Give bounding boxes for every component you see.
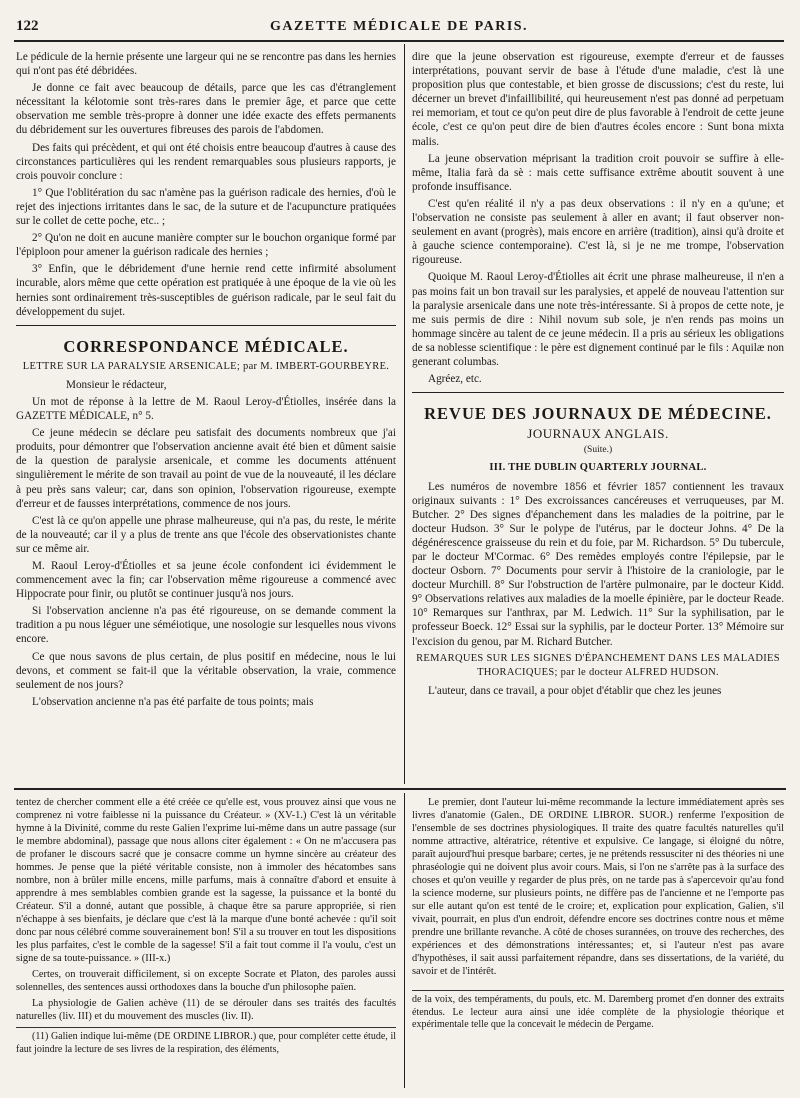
signoff: Agréez, etc. xyxy=(428,373,482,386)
section-heading-revue: REVUE DES JOURNAUX DE MÉDECINE. xyxy=(424,404,772,424)
paragraph: M. Raoul Leroy-d'Étiolles et sa jeune école confondent ici évidemment le commencement avec la fin; car l'observation même rigoureuse a commencé avec Hippocrate pour finir, ou plutôt se continuer jusqu'à nos jours. xyxy=(16,560,396,601)
paragraph: Ce que nous savons de plus certain, de plus positif en médecine, nous le lui devons, et comment se fait-il que la véritable observation, la vraie, commence seulement de nos jours? xyxy=(16,650,396,691)
paragraph: La jeune observation méprisant la tradition croit pouvoir se suffire à elle-même, Italia farà da sè : mais cette suffisance extrême aboutit souvent à une profonde insuffisance. xyxy=(412,152,784,193)
running-title: GAZETTE MÉDICALE DE PARIS. xyxy=(269,19,529,34)
paragraph: Ce jeune médecin se déclare peu satisfait des documents nombreux que j'ai produits, pour démontrer que l'observation ancienne avait été bien et dûment saisie de la question de paralysie arsenicale, et comme les documents atténuent singulièrement le mérite de son travail au point de vue de la nouveauté, il les déclare à peu près sans valeur; car, dans son opinion, l'observation rigoureuse, exempte d'erreur et de fausses interprétations, commence de nos jours. xyxy=(16,427,396,510)
paragraph: Quoique M. Raoul Leroy-d'Étiolles ait écrit une phrase malheureuse, il n'en a pas moins fait un bon travail sur les paralysies, et appelé de nouveau l'attention sur la paralysie arsenicale dans une note très-intéressante. Si à propos de cette note, je me suis permis de dire : Nihil novum sub sole, je n'en rends pas moins un hommage sincère au talent de ce jeune médecin. Il a pris au sérieux les obligations de sa noblesse scientifique : le père est dignement continué par le fils : Aquilæ non generant columbas. xyxy=(412,271,784,368)
paragraph: L'auteur, dans ce travail, a pour objet d'établir que chez les jeunes xyxy=(428,684,722,697)
section-heading-correspondance: CORRESPONDANCE MÉDICALE. xyxy=(63,336,349,356)
paragraph: Certes, on trouverait difficilement, si on excepte Socrate et Platon, des paroles aussi solennelles, des sentences aussi orthodoxes dans la bouche d'un philosophe païen. xyxy=(16,969,396,993)
page-number: 122 xyxy=(16,18,39,34)
footnote-rule xyxy=(16,1027,396,1028)
feuilleton-divider xyxy=(14,788,786,790)
paragraph: La physiologie de Galien achève (11) de se dérouler dans ses traités des facultés naturelles (liv. III) et du mouvement des muscles (liv. II). xyxy=(16,998,396,1022)
section-rule xyxy=(16,325,396,326)
paragraph: Le pédicule de la hernie présente une largeur qui ne se rencontre pas dans les hernies qui n'ont pas été débridées. xyxy=(16,51,396,78)
footnote-rule xyxy=(412,990,784,991)
right-column-top xyxy=(412,50,784,701)
feuilleton-right xyxy=(412,796,784,1035)
paragraph: tentez de chercher comment elle a été créée ce qu'elle est, vous prouvez ainsi que vous ne comprenez ni votre faiblesse ni la puissance du Créateur. » (XV-1.) C'est là un véritable hymne à la Divinité, comme du reste Galien l'exprime lui-même dans un autre passage (sur le membre abdominal), passage que nous allons citer également : « On ne m'accusera pas de profaner le discours sacré que je consacre comme un hymne sincère au créateur des hommes. Je pense que la piété véritable consiste, non à immoler des hécatombes sans nombre, non à brûler mille encens, mille parfums, mais à connaître d'abord et ensuite à apprendre à mes semblables combien grande est la sagesse, la puissance et la bonté du Créateur. S'il a donné, autant que possible, à chaque être sa parure appropriée, si rien n'échappe à ses bienfaits, je déclare que c'est là la marque d'une bonté achevée : qu'il soit donc par nous célébré comme souverainement bon! S'il a su trouver en tout les dispositions les plus parfaites, c'est le comble de la sagesse! S'il a fait tout comme il l'a voulu, c'est un signe de sa toute-puissance. » (III-x.) xyxy=(16,797,396,964)
paragraph: 2° Qu'on ne doit en aucune manière compter sur le bouchon organique formé par l'épiploon pour amener la guérison radicale des hernies ; xyxy=(16,232,396,259)
paragraph: Des faits qui précèdent, et qui ont été choisis entre beaucoup d'autres à cause des circonstances particulières qui les rendent remarquables sous plusieurs rapports, je crois pouvoir conclure : xyxy=(16,141,396,182)
subheading-journaux-anglais: JOURNAUX ANGLAIS. xyxy=(527,426,669,442)
salutation: Monsieur le rédacteur, xyxy=(66,378,167,391)
paragraph: Les numéros de novembre 1856 et février 1857 contiennent les travaux originaux suivants : 1° Des excroissances cancéreuses et verruqueuses, par M. Butcher. 2° Des signes d'épanchement dans les maladies de la poitrine, par le docteur Hudson. 3° Sur le polype de l'utérus, par le docteur Johns. 4° De la dégénérescence graisseuse du rein et du foie, par M. Richardson. 5° Du tubercule, par le docteur M'Cormac. 6° Des remèdes employés contre l'épilepsie, par le docteur Osborn. 7° Documents pour servir à l'histoire de la craniologie, par le docteur Murchill. 8° Sur l'obstruction de l'artère pulmonaire, par le docteur Kidd. 9° Observations relatives aux maladies de la moelle épinière, par le docteur Reade. 10° Remarques sur l'anthrax, par M. Ledwich. 11° Sur la syphilisation, par le professeur Boeck. 12° Essai sur la syphilis, par le docteur Porter. 13° Mémoire sur l'excision du genou, par M. Richard Butcher. xyxy=(412,480,784,648)
paragraph: dire que la jeune observation est rigoureuse, exempte d'erreur et de fausses interprétations, pouvant servir de base à l'étude d'une maladie, c'est là une proposition plus que contestable, et bien grosse de discussions; c'est du reste, lui décerner un brevet d'infaillibilité, qui heureusement n'est pas donné ad perpetuam rei memoriam, et tout ce qu'on peut dire de plus favorable à l'endroit de cette jeune école, c'est ce qu'on peut dire de bien d'autres écoles encore : Sunt bona mixta malis. xyxy=(412,51,784,148)
footnote-continued: de la voix, des tempéraments, du pouls, etc. M. Daremberg promet d'en donner des extraits étendus. Le lecteur aura ainsi une idée complète de la physiologie théorique et expérimentale telle que la concevait le médecin de Pergame. xyxy=(412,994,784,1030)
paragraph: Je donne ce fait avec beaucoup de détails, parce que les cas d'étranglement nécessitant la kélotomie sont très-rares dans le premier âge, et parce que cette observation me semble très-propre à donner une idée exacte des effets permanents du débridement sur les ouvertures fibreuses des parois de l'abdomen. xyxy=(16,82,396,137)
page-header xyxy=(14,10,784,42)
remarks-title: REMARQUES SUR LES SIGNES D'ÉPANCHEMENT DANS LES MALADIES THORACIQUES; par le docteur ALFRED HUDSON. xyxy=(416,652,780,678)
paragraph: C'est qu'en réalité il n'y a pas deux observations : il n'y en a qu'une; et l'observation ne consiste pas seulement à aller en avant; il faut observer non-seulement en avant (progrès), mais encore en arrière (tradition), ainsi qu'à droite et à gauche science contemporaine). C'est là, si je ne me trompe, l'observation rigoureuse. xyxy=(412,197,784,267)
column-divider-top xyxy=(404,44,405,784)
paragraph: 3° Enfin, que le débridement d'une hernie rend cette infirmité absolument incurable, alors même que cette opération est pratiquée à une époque de la vie où les hernies sont ordinairement très-susceptibles de guérison radicale, par le seul fait du développement du sujet. xyxy=(16,263,396,318)
paragraph: Le premier, dont l'auteur lui-même recommande la lecture immédiatement après ses livres d'anatomie (Galen., DE ORDINE LIBROR. SUOR.) renferme l'exposition de l'ensemble de ses doctrines physiologiques. Il traite des quatre facultés naturelles qu'il nomme attractive, altératrice, rétentive et expulsive. Ce langage, si éloigné du nôtre, paraît aujourd'hui presque barbare; certes, je ne prétends ressusciter ni des théories ni une phraséologie qui ne doivent plus avoir cours. Mais, si l'on ne s'arrête pas à la surface des choses et qu'on veuille y regarder de plus près, on ne tarde pas à s'apercevoir qu'au fond la science moderne, sur plusieurs points, ne diffère pas de l'ancienne et ne l'emporte pas sur elle autant qu'on est tenté de le croire; et, explication pour explication, Galien, s'il vivait, pourrait, en plus d'un endroit, défendre encore ses doctrines contre nous et même prendre une brillante revanche. A côté de choses surannées, on trouve des recherches, des expériences et des démonstrations intéressantes; et, si l'auteur n'est pas avare d'hypothèses, il sait aussi parfaitement répandre, dans ses dissertations, de la variété, du savoir et de l'intérêt. xyxy=(412,797,784,977)
paragraph: Si l'observation ancienne n'a pas été rigoureuse, on se demande comment la tradition a pu nous léguer une séméiotique, une nosologie sur lesquelles nous vivons encore. xyxy=(16,605,396,646)
column-divider-bottom xyxy=(404,793,405,1088)
suite-label: (Suite.) xyxy=(583,445,613,456)
letter-title: LETTRE SUR LA PARALYSIE ARSENICALE; par M. IMBERT-GOURBEYRE. xyxy=(22,360,390,372)
paragraph: L'observation ancienne n'a pas été parfaite de tous points; mais xyxy=(32,695,314,708)
paragraph: Un mot de réponse à la lettre de M. Raoul Leroy-d'Étiolles, insérée dans la GAZETTE MÉDICALE, n° 5. xyxy=(16,395,396,423)
paragraph: 1° Que l'oblitération du sac n'amène pas la guérison radicale des hernies, d'où le rejet des injections irritantes dans le sac, de la suture et de l'acupuncture pratiquées sur le collet de cette poche, etc.. ; xyxy=(16,186,396,228)
left-column-top xyxy=(16,50,396,712)
feuilleton-left xyxy=(16,796,396,1059)
footnote: (11) Galien indique lui-même (DE ORDINE LIBROR.) que, pour compléter cette étude, il faut joindre la lecture de ses livres de la respiration, des éléments, xyxy=(16,1031,396,1055)
section-rule xyxy=(412,392,784,393)
paragraph: C'est là ce qu'on appelle une phrase malheureuse, qui n'a pas, du reste, le mérite de la nouveauté; car il y a plus de trente ans que l'école des observationistes chante sur ce même air. xyxy=(16,514,396,555)
journal-section-title: III. THE DUBLIN QUARTERLY JOURNAL. xyxy=(489,462,707,474)
